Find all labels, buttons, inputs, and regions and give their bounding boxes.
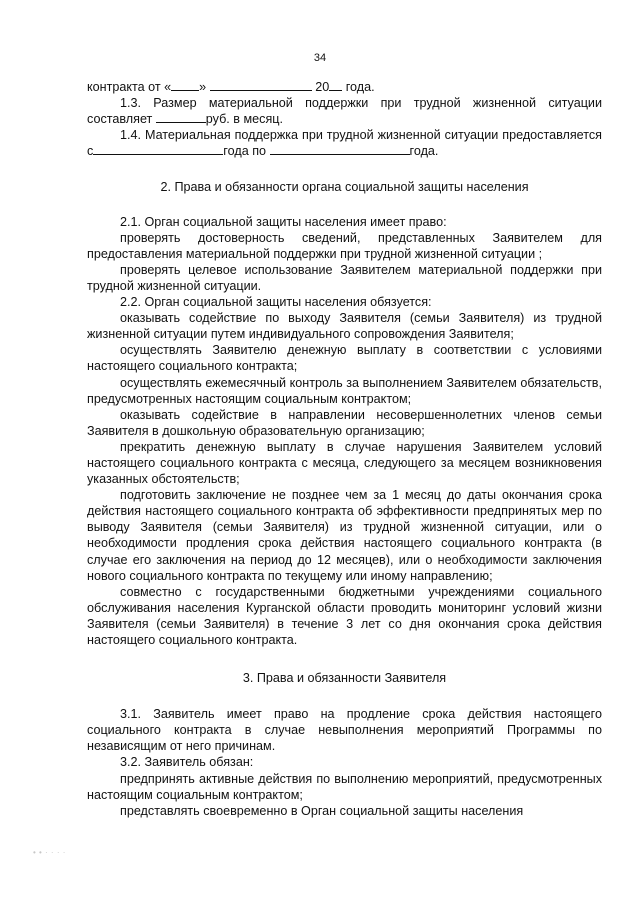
section-3-title: 3. Права и обязанности Заявителя	[242, 671, 447, 686]
clause-1-3-unit: руб. в месяц.	[205, 112, 283, 127]
section-2-paragraph: подготовить заключение не позднее чем за 1 месяц до даты окончания срока действия настоящего социального контракта об эффективности предпринятых мер по выводу Заявителя (семьи Заявителя) из трудной жизненной ситуации, или о необходимости продления срока действия настоящего социального контракта (в случае его заключения на период до 12 месяцев), или о необходимости заключения нового социального контракта по текущему или иному направлению;	[87, 488, 602, 583]
clause-1-3-text: 1.3. Размер материальной поддержки при трудной жизненной ситуации составляет	[87, 96, 602, 127]
section-2-paragraph: оказывать содействие в направлении несовершеннолетних членов семьи Заявителя в дошкольную образовательную организацию;	[87, 407, 602, 438]
end-date-blank	[270, 143, 410, 155]
section-3-paragraph: предпринять активные действия по выполнению мероприятий, предусмотренных настоящим социальным контрактом;	[87, 771, 602, 802]
contract-date-line	[87, 79, 602, 95]
clause-1-4-text: 1.4. Материальная поддержка при трудной жизненной ситуации предоставляется с	[87, 128, 602, 159]
section-3-paragraph: представлять своевременно в Орган социальной защиты населения	[120, 803, 524, 818]
section-2-paragraph: осуществлять ежемесячный контроль за выполнением Заявителем обязательств, предусмотренных настоящим социальным контрактом;	[87, 375, 602, 406]
section-2-paragraph: осуществлять Заявителю денежную выплату в соответствии с условиями настоящего социального контракта;	[87, 343, 602, 374]
start-date-blank	[93, 143, 223, 155]
section-2-paragraph: совместно с государственными бюджетными учреждениями социального обслуживания населения Курганской области проводить мониторинг условий жизни Заявителя (семьи Заявителя) в течение 3 лет со дня окончания срока действия настоящего социального контракта.	[87, 584, 602, 647]
contract-date-prefix: контракта от «	[87, 80, 172, 94]
section-3-paragraph: 3.2. Заявитель обязан:	[120, 755, 254, 770]
clause-1-4-end: года.	[409, 144, 439, 159]
clause-1-4	[87, 127, 602, 159]
amount-blank	[156, 111, 206, 123]
contract-date-quote: »	[199, 80, 207, 94]
contract-year-suffix: года.	[345, 80, 375, 94]
document-body	[87, 79, 602, 819]
section-2-paragraph: 2.1. Орган социальной защиты населения имеет право:	[120, 214, 447, 229]
section-2-paragraph: прекратить денежную выплату в случае нарушения Заявителем условий настоящего социального контракта с месяца, следующего за месяцем возникновения указанных обстоятельств;	[87, 439, 602, 487]
section-3-paragraph: 3.1. Заявитель имеет право на продление срока действия настоящего социального контракта в случае невыполнения мероприятий Программы по независящим от него причинам.	[87, 707, 602, 754]
clause-1-3	[87, 95, 602, 127]
contract-year-prefix: 20	[315, 80, 330, 94]
year-blank	[329, 79, 342, 91]
day-blank	[171, 79, 199, 91]
section-2-paragraph: оказывать содействие по выходу Заявителя (семьи Заявителя) из трудной жизненной ситуации путем индивидуального сопровождения Заявителя;	[87, 311, 602, 342]
clause-1-4-mid: года по	[223, 144, 267, 159]
month-blank	[210, 79, 312, 91]
scanner-mark: • • · · · ·	[33, 848, 66, 857]
section-2-paragraph: проверять целевое использование Заявителем материальной поддержки при трудной жизненной ситуации.	[87, 262, 602, 293]
section-2-title: 2. Права и обязанности органа социальной защиты населения	[160, 180, 529, 195]
section-2-paragraph: 2.2. Орган социальной защиты населения обязуется:	[120, 295, 432, 310]
page-number: 34	[313, 52, 327, 64]
section-2-paragraph: проверять достоверность сведений, представленных Заявителем для предоставления материальной поддержки при трудной жизненной ситуации ;	[87, 230, 602, 261]
